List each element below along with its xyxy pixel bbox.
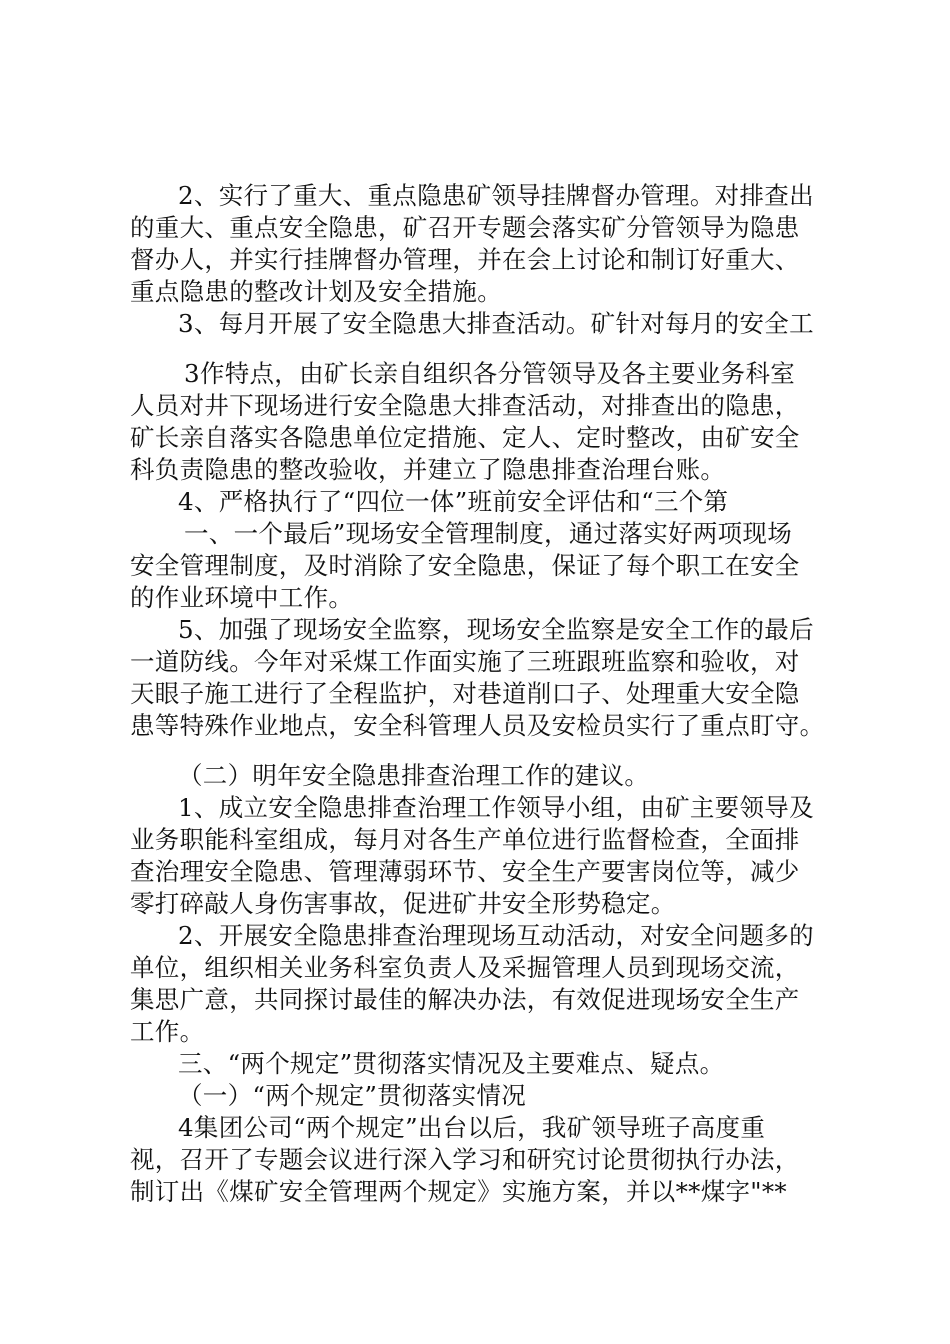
text-line: 1、成立安全隐患排查治理工作领导小组，由矿主要领导及 xyxy=(178,793,814,822)
text-line: 零打碎敲人身伤害事故，促进矿井安全形势稳定。 xyxy=(130,889,676,918)
text-line: 重点隐患的整改计划及安全措施。 xyxy=(130,277,502,306)
text-line: 集思广意，共同探讨最佳的解决办法，有效促进现场安全生产 xyxy=(130,985,800,1014)
text-line: 的作业环境中工作。 xyxy=(130,583,354,612)
text-line: 安全管理制度，及时消除了安全隐患，保证了每个职工在安全 xyxy=(130,551,800,580)
text-line: 4、严格执行了“四位一体”班前安全评估和“三个第 xyxy=(178,487,729,516)
text-line: 3、每月开展了安全隐患大排查活动。矿针对每月的安全工 xyxy=(178,309,814,338)
text-line: 督办人，并实行挂牌督办管理，并在会上讨论和制订好重大、 xyxy=(130,245,800,274)
text-line: 天眼子施工进行了全程监护，对巷道削口子、处理重大安全隐 xyxy=(130,679,800,708)
subsection-heading: （一）“两个规定”贯彻落实情况 xyxy=(178,1081,527,1110)
section-heading: 三、“两个规定”贯彻落实情况及主要难点、疑点。 xyxy=(178,1049,725,1078)
text-line: 人员对井下现场进行安全隐患大排查活动，对排查出的隐患， xyxy=(130,391,800,420)
text-line: 5、加强了现场安全监察，现场安全监察是安全工作的最后 xyxy=(178,615,814,644)
text-line: 单位，组织相关业务科室负责人及采掘管理人员到现场交流， xyxy=(130,953,800,982)
text-line: 业务职能科室组成，每月对各生产单位进行监督检查，全面排 xyxy=(130,825,800,854)
text-line: 工作。 xyxy=(130,1017,205,1046)
text-line: 的重大、重点安全隐患，矿召开专题会落实矿分管领导为隐患 xyxy=(130,213,800,242)
text-line: 矿长亲自落实各隐患单位定措施、定人、定时整改，由矿安全 xyxy=(130,423,800,452)
text-line: 查治理安全隐患、管理薄弱环节、安全生产要害岗位等，减少 xyxy=(130,857,800,886)
text-line: 一道防线。今年对采煤工作面实施了三班跟班监察和验收，对 xyxy=(130,647,800,676)
text-line: 视，召开了专题会议进行深入学习和研究讨论贯彻执行办法， xyxy=(130,1145,800,1174)
text-line: 制订出《煤矿安全管理两个规定》实施方案，并以**煤字"** xyxy=(130,1177,787,1206)
text-line: 3作特点，由矿长亲自组织各分管领导及各主要业务科室 xyxy=(184,359,796,388)
text-line: 科负责隐患的整改验收，并建立了隐患排查治理台账。 xyxy=(130,455,726,484)
text-line: 2、实行了重大、重点隐患矿领导挂牌督办管理。对排查出 xyxy=(178,181,814,210)
text-line: 4集团公司“两个规定”出台以后，我矿领导班子高度重 xyxy=(178,1113,766,1142)
text-line: 患等特殊作业地点，安全科管理人员及安检员实行了重点盯守。 xyxy=(130,711,825,740)
section-heading: （二）明年安全隐患排查治理工作的建议。 xyxy=(178,761,650,790)
text-line: 2、开展安全隐患排查治理现场互动活动，对安全问题多的 xyxy=(178,921,814,950)
text-line: 一、一个最后”现场安全管理制度，通过落实好两项现场 xyxy=(184,519,793,548)
